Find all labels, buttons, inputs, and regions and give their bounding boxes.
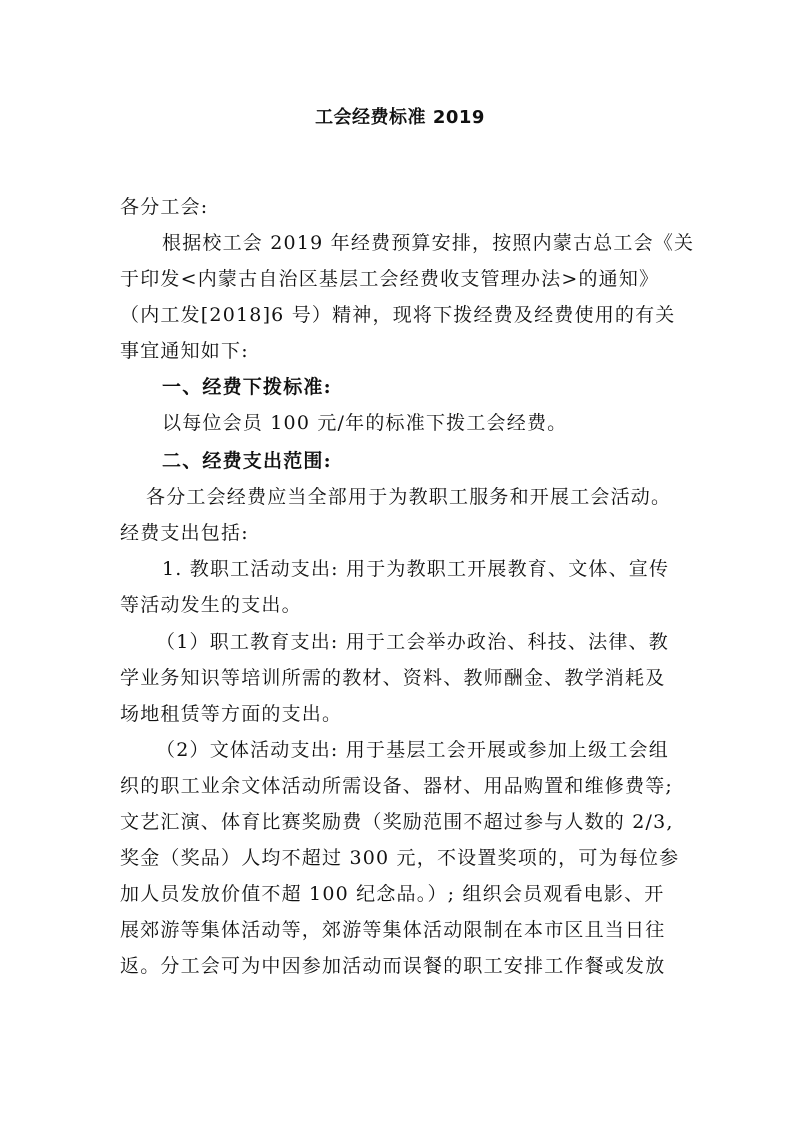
paragraph-line: （内工发[2018]6 号）精神，现将下拨经费及经费使用的有关 xyxy=(120,304,676,326)
paragraph-line: （2）文体活动支出: 用于基层工会开展或参加上级工会组 xyxy=(156,739,669,761)
paragraph-line: （1）职工教育支出: 用于工会举办政治、科技、法律、教 xyxy=(156,631,669,653)
paragraph-line: 于印发<内蒙古自治区基层工会经费收支管理办法>的通知》 xyxy=(120,268,660,290)
paragraph-line: 等活动发生的支出。 xyxy=(120,594,302,616)
section-heading: 一、经费下拨标准: xyxy=(162,376,332,398)
paragraph-line: 返。分工会可为中因参加活动而误餐的职工安排工作餐或发放 xyxy=(120,955,666,977)
paragraph-line: 文艺汇演、体育比赛奖励费（奖励范围不超过参与人数的 2/3, xyxy=(120,811,674,833)
paragraph-line: 奖金（奖品）人均不超过 300 元，不设置奖项的，可为每位参 xyxy=(120,847,680,869)
paragraph-line: 1. 教职工活动支出: 用于为教职工开展教育、文体、宣传 xyxy=(162,558,670,580)
salutation: 各分工会: xyxy=(120,196,209,218)
paragraph-line: 以每位会员 100 元/年的标准下拨工会经费。 xyxy=(162,412,568,434)
section-heading: 二、经费支出范围: xyxy=(162,450,332,472)
paragraph-line: 展郊游等集体活动等，郊游等集体活动限制在本市区且当日往 xyxy=(120,919,666,941)
paragraph-line: 织的职工业余文体活动所需设备、器材、用品购置和维修费等; xyxy=(120,775,674,797)
paragraph-line: 经费支出包括: xyxy=(120,522,249,544)
paragraph-line: 各分工会经费应当全部用于为教职工服务和开展工会活动。 xyxy=(146,486,672,508)
paragraph-line: 根据校工会 2019 年经费预算安排，按照内蒙古总工会《关 xyxy=(162,232,695,254)
document-title: 工会经费标准 2019 xyxy=(315,107,485,128)
paragraph-line: 场地租赁等方面的支出。 xyxy=(120,703,343,725)
paragraph-line: 加人员发放价值不超 100 纪念品。）; 组织会员观看电影、开 xyxy=(120,883,665,905)
paragraph-line: 事宜通知如下: xyxy=(120,340,249,362)
paragraph-line: 学业务知识等培训所需的教材、资料、教师酬金、教学消耗及 xyxy=(120,667,666,689)
